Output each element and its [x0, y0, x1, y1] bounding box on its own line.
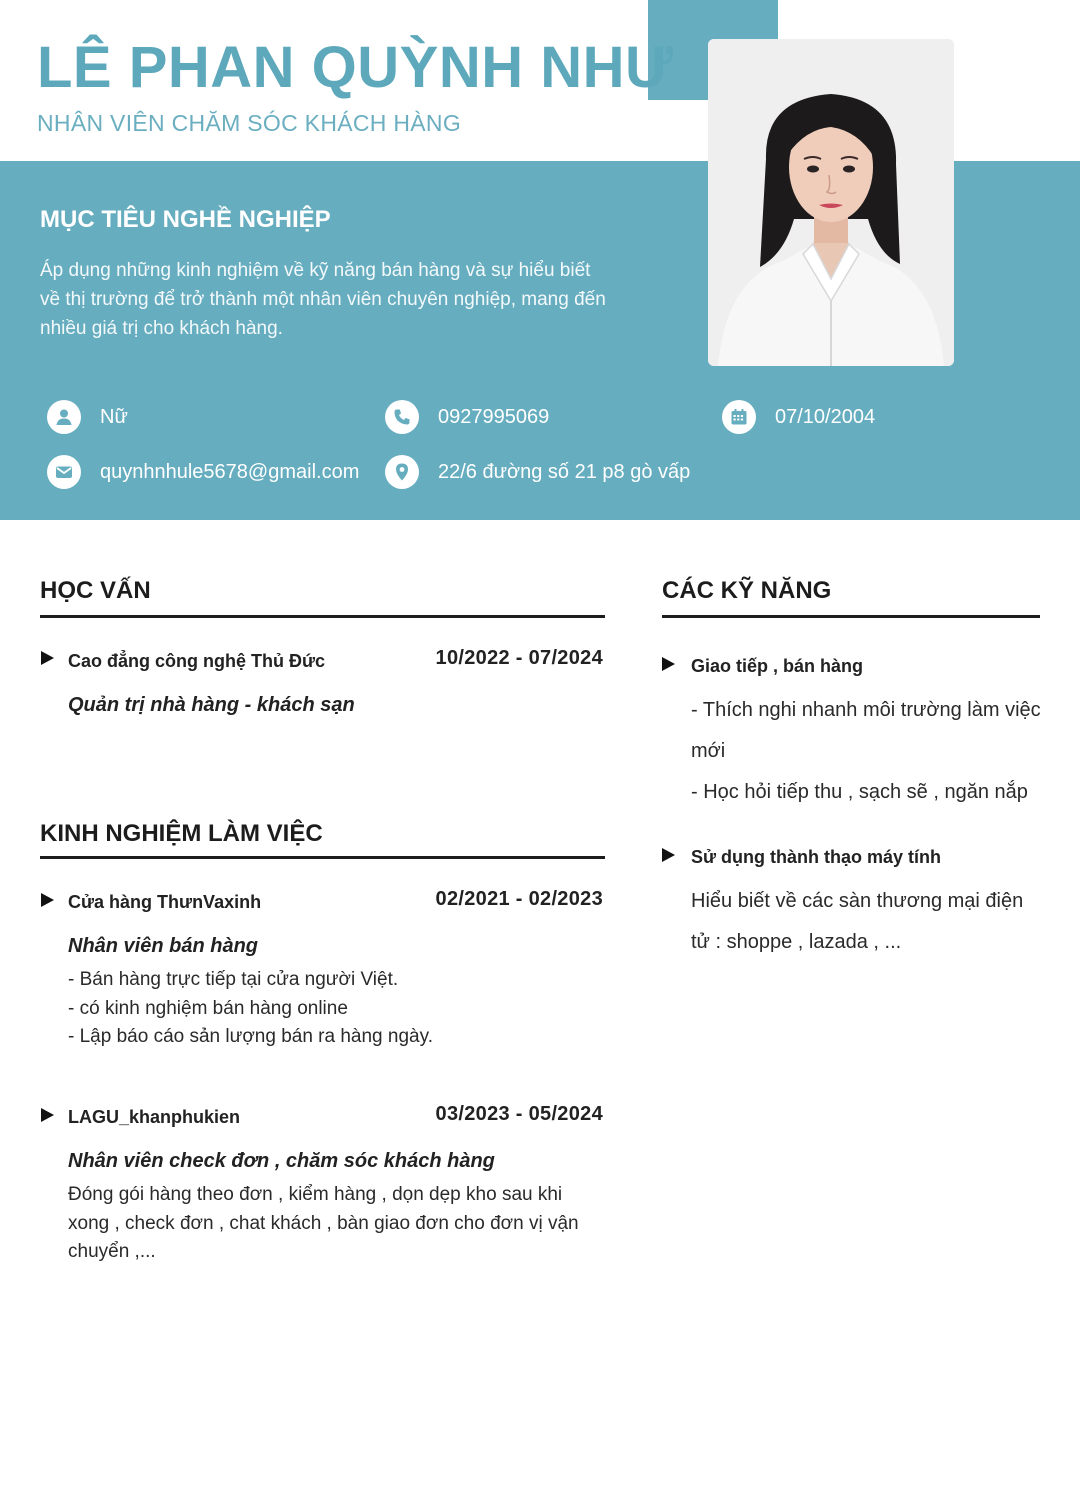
phone-icon: [385, 400, 419, 434]
skill-details: [691, 690, 1041, 813]
experience-details: [68, 966, 608, 1052]
experience-heading: KINH NGHIỆM LÀM VIỆC: [40, 820, 323, 847]
bullet-triangle-icon: [41, 1108, 54, 1122]
candidate-name: LÊ PHAN QUỲNH NHƯ: [37, 35, 674, 100]
profile-photo: [708, 39, 954, 366]
experience-detail-line: - Bán hàng trực tiếp tại cửa người Việt.: [68, 969, 399, 990]
gender-value: Nữ: [100, 405, 128, 428]
email-value[interactable]: quynhnhule5678@gmail.com: [100, 460, 360, 483]
person-portrait-icon: [708, 39, 954, 366]
contact-phone: [385, 400, 549, 434]
contact-birthday: [722, 400, 875, 434]
skill-detail-line: - Học hỏi tiếp thu , sạch sẽ , ngăn nắp: [691, 781, 1028, 803]
education-divider: [40, 615, 605, 618]
bullet-triangle-icon: [41, 893, 54, 907]
job-title: NHÂN VIÊN CHĂM SÓC KHÁCH HÀNG: [37, 110, 462, 136]
user-icon: [47, 400, 81, 434]
skills-heading: CÁC KỸ NĂNG: [662, 577, 832, 604]
address-value: 22/6 đường số 21 p8 gò vấp: [438, 460, 691, 483]
experience-company: Cửa hàng ThưnVaxinh: [68, 892, 262, 912]
experience-date: 03/2023 - 05/2024: [435, 1103, 603, 1125]
location-pin-icon: [385, 455, 419, 489]
phone-value[interactable]: 0927995069: [438, 405, 550, 428]
objective-heading: MỤC TIÊU NGHỀ NGHIỆP: [40, 206, 331, 233]
skill-title: Sử dụng thành thạo máy tính: [691, 847, 942, 867]
envelope-icon: [47, 455, 81, 489]
experience-divider: [40, 856, 605, 859]
experience-detail-line: - Lập báo cáo sản lượng bán ra hàng ngày.: [68, 1026, 433, 1047]
contact-gender: [47, 400, 128, 434]
education-date: 10/2022 - 07/2024: [435, 647, 603, 669]
contact-address: [385, 455, 690, 489]
bullet-triangle-icon: [662, 657, 675, 671]
skill-title: Giao tiếp , bán hàng: [691, 656, 864, 676]
experience-date: 02/2021 - 02/2023: [435, 888, 603, 910]
skill-description: Hiểu biết về các sàn thương mại điện tử : shoppe , lazada , ...: [691, 890, 1024, 953]
experience-company: LAGU_khanphukien: [68, 1107, 241, 1127]
education-major: Quản trị nhà hàng - khách sạn: [68, 694, 355, 716]
experience-detail-line: - có kinh nghiệm bán hàng online: [68, 997, 348, 1019]
skills-divider: [662, 615, 1040, 618]
objective-text: Áp dụng những kinh nghiệm về kỹ năng bán hàng và sự hiểu biết về thị trường để trở thành một nhân viên chuyên nghiệp, mang đến nhiều giá trị cho khách hàng.: [40, 260, 606, 339]
birthday-value: 07/10/2004: [775, 405, 876, 428]
bullet-triangle-icon: [662, 848, 675, 862]
education-school: Cao đẳng công nghệ Thủ Đức: [68, 651, 326, 671]
experience-role: Nhân viên check đơn , chăm sóc khách hàng: [68, 1150, 495, 1172]
experience-description: Đóng gói hàng theo đơn , kiểm hàng , dọn dẹp kho sau khi xong , check đơn , chat khách , bàn giao đơn cho đơn vị vận chuyển ,...: [68, 1184, 579, 1262]
experience-role: Nhân viên bán hàng: [68, 935, 259, 957]
bullet-triangle-icon: [41, 651, 54, 665]
contact-email: [47, 455, 359, 489]
skill-detail-line: - Thích nghi nhanh môi trường làm việc mới: [691, 699, 1041, 762]
calendar-icon: [722, 400, 756, 434]
education-heading: HỌC VẤN: [40, 577, 151, 604]
